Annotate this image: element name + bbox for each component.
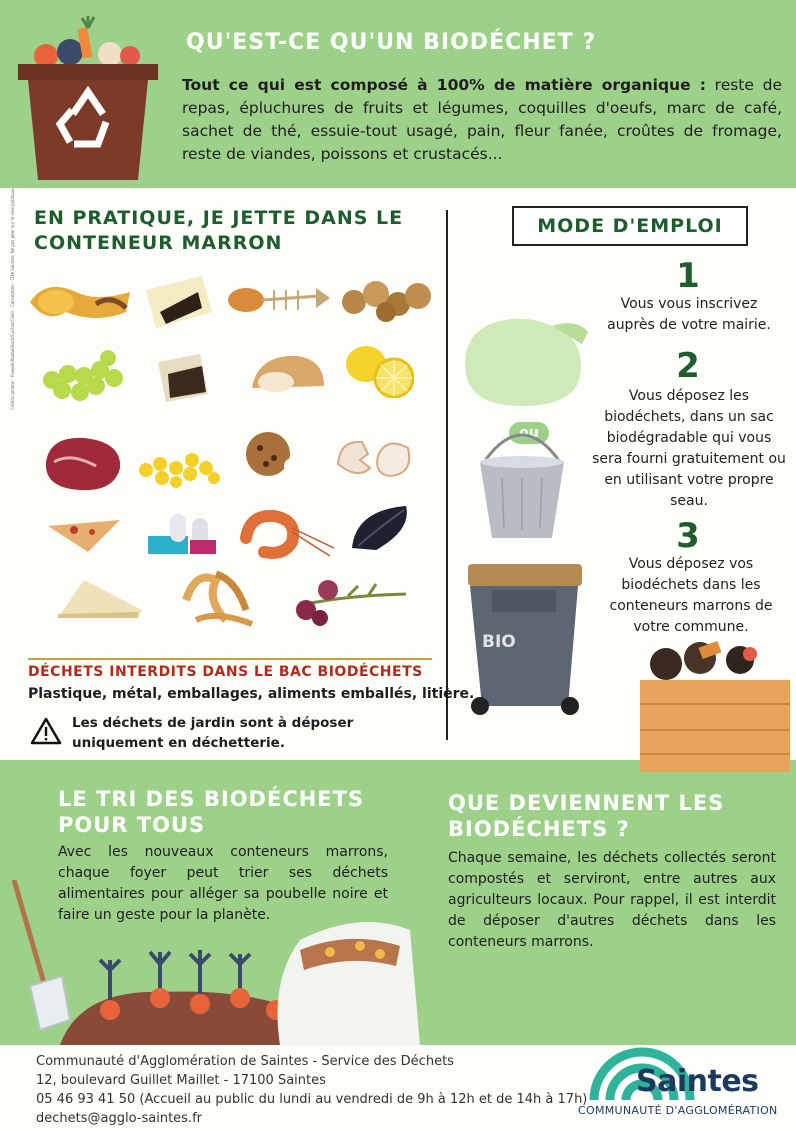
step-1-number: 1 [676, 256, 700, 296]
footer-org: Communauté d'Agglomération de Saintes - Service des Déchets [36, 1054, 454, 1069]
peels-image [26, 272, 134, 330]
compost-bin-illustration [18, 14, 158, 180]
lemon-image [344, 342, 414, 398]
interdits-text: Plastique, métal, emballages, aliments emballés, litière. [28, 686, 475, 702]
step-2-text: Vous déposez les biodéchets, dans un sac biodégradable qui vous sera fourni gratuitement ou en utilisant votre propre seau. [592, 388, 786, 509]
footer-phone: 05 46 93 41 50 (Accueil au public du lundi au vendredi de 9h à 12h et de 14h à 17h) [36, 1092, 588, 1107]
wilted-flowers-image [288, 566, 410, 626]
devenir-text: Chaque semaine, les déchets collectés seront compostés et serviront, entre autres aux agriculteurs locaux. Pour rappel, il est interdit de déposer d'autres déchets dans les conteneurs marrons. [448, 850, 776, 950]
logo-name: Saintes [636, 1064, 759, 1099]
corn-image [136, 450, 222, 488]
paper-towel-image [140, 506, 220, 558]
header-text-bold: Tout ce qui est composé à 100% de matière organique : [182, 76, 706, 94]
step-2-number: 2 [676, 346, 700, 386]
warning-icon [30, 717, 62, 745]
fish-bones-image [224, 278, 332, 324]
tea-bag-image [142, 272, 216, 330]
step-3-text: Vous déposez vos biodéchets dans les conteneurs marrons de votre commune. [609, 556, 773, 635]
compostable-bag-image [456, 314, 592, 410]
step-3-number: 3 [676, 516, 700, 556]
bucket-image [472, 418, 572, 542]
jardin-text: Les déchets de jardin sont à déposer uniquement en déchetterie. [72, 715, 354, 751]
bread-image [248, 348, 328, 394]
pratique-title: EN PRATIQUE, JE JETTE DANS LE CONTENEUR MARRON [34, 207, 404, 254]
header-title: QU'EST-CE QU'UN BIODÉCHET ? [186, 30, 597, 55]
ou-badge: ou [509, 422, 549, 444]
logo-subtitle: COMMUNAUTÉ D'AGGLOMÉRATION [578, 1104, 778, 1117]
shrimp-image [240, 508, 336, 560]
egg-shells-image [334, 434, 414, 480]
compost-crate-image [640, 634, 790, 774]
column-divider [446, 210, 448, 740]
bin-label: BIO [482, 632, 516, 652]
mode-emploi-label: MODE D'EMPLOI [537, 215, 723, 237]
tri-title: LE TRI DES BIODÉCHETS POUR TOUS [58, 787, 365, 837]
tri-text: Avec les nouveaux conteneurs marrons, chaque foyer peut trier ses déchets alimentaires pour alléger sa poubelle noire et faire un geste pour la planète. [58, 844, 388, 923]
interdits-divider [28, 658, 432, 660]
cheese-image [54, 576, 144, 622]
footer-email[interactable]: dechets@agglo-saintes.fr [36, 1111, 202, 1126]
brown-bin-image [460, 560, 588, 716]
nut-shells-image [336, 272, 436, 324]
photo-credit: Crédits photos : Freepik/AdobeStock/Cyclad/Citeo - Conception : CDA Saintes. Ne pas jeter sur la voie publique. [10, 187, 15, 410]
vegetable-peels-image [176, 560, 266, 632]
step-1-text: Vous vous inscrivez auprès de votre mairie. [607, 296, 771, 333]
meat-image [40, 432, 126, 494]
mussel-image [346, 500, 416, 556]
used-tea-bag-image [154, 352, 212, 404]
cookie-image [240, 430, 300, 478]
header-text-rest: reste de repas, épluchures de fruits et légumes, coquilles d'oeufs, marc de café, sachet de thé, essuie-tout usagé, pain, fleur fanée, croûtes de fromage, reste de viandes, poissons et crustacés... [182, 76, 782, 163]
interdits-title: DÉCHETS INTERDITS DANS LE BAC BIODÉCHETS [28, 664, 423, 680]
garden-compost-illustration [0, 880, 420, 1045]
mode-emploi-title [512, 206, 748, 246]
header-text [182, 74, 782, 166]
devenir-title: QUE DEVIENNENT LES BIODÉCHETS ? [448, 791, 725, 841]
footer-address: 12, boulevard Guillet Maillet - 17100 Saintes [36, 1073, 326, 1088]
pizza-crust-image [44, 516, 124, 556]
grapes-image [38, 346, 128, 404]
